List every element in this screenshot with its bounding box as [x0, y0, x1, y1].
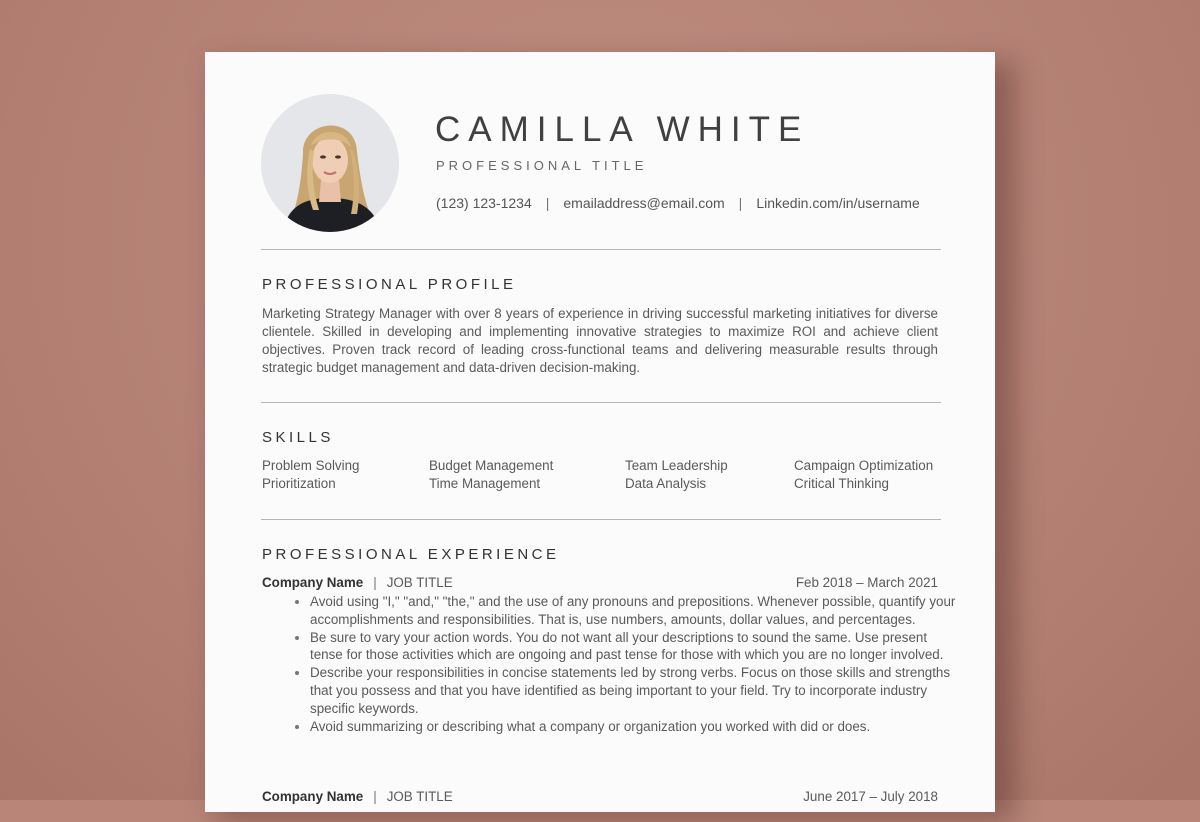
professional-title: PROFESSIONAL TITLE — [436, 158, 648, 173]
divider — [261, 249, 941, 250]
candidate-name: CAMILLA WHITE — [435, 110, 810, 149]
bullet-item: • Avoid summarizing or describing what a company or organization you worked with did or does. — [310, 718, 960, 736]
contact-separator: | — [545, 195, 550, 211]
job-title: JOB TITLE — [386, 789, 453, 804]
job-dates: Feb 2018 – March 2021 — [795, 575, 938, 590]
skill-item: Team Leadership — [625, 458, 728, 473]
portrait-illustration — [261, 94, 399, 232]
skill-item: Prioritization — [262, 476, 336, 491]
skills-heading: SKILLS — [262, 429, 334, 446]
job-header — [262, 789, 938, 804]
skill-item: Budget Management — [429, 458, 554, 473]
contact-line — [436, 195, 920, 211]
skill-item: Time Management — [429, 476, 541, 491]
job-header — [262, 575, 938, 590]
job-separator: | — [373, 789, 377, 804]
divider — [261, 519, 941, 520]
profile-photo — [261, 94, 399, 232]
job-separator: | — [373, 575, 377, 590]
skill-item: Problem Solving — [262, 458, 360, 473]
job-bullets — [287, 593, 960, 735]
resume-page — [205, 52, 995, 812]
skill-item: Campaign Optimization — [794, 458, 934, 473]
contact-separator: | — [738, 195, 743, 211]
bullet-item: • Describe your responsibilities in concise statements led by strong verbs. Focus on those skills and strengths that you possess and that you have identified as being important to your field. Try to incorporate industry specific keywords. — [310, 664, 960, 717]
profile-heading: PROFESSIONAL PROFILE — [262, 276, 517, 293]
skill-item: Critical Thinking — [794, 476, 890, 491]
divider — [261, 402, 941, 403]
linkedin-url: Linkedin.com/in/username — [756, 195, 920, 211]
skill-item: Data Analysis — [625, 476, 707, 491]
job-title: JOB TITLE — [386, 575, 453, 590]
experience-heading: PROFESSIONAL EXPERIENCE — [262, 546, 560, 563]
company-name: Company Name — [262, 575, 364, 590]
company-name: Company Name — [262, 789, 364, 804]
job-dates: June 2017 – July 2018 — [803, 789, 938, 804]
phone-number: (123) 123-1234 — [436, 195, 532, 211]
bullet-item: • Be sure to vary your action words. You do not want all your descriptions to sound the same. Use present tense for those activities which are ongoing and past tense for those with which you are no longer involved. — [310, 629, 960, 665]
bullet-item: • Avoid using "I," "and," "the," and the use of any pronouns and prepositions. Whenever possible, quantify your accomplishments and responsibilities. That is, use numbers, amounts, dollar values, and percentages. — [310, 593, 960, 629]
email-address: emailaddress@email.com — [563, 195, 725, 211]
profile-summary: Marketing Strategy Manager with over 8 years of experience in driving successful marketing initiatives for diverse clientele. Skilled in developing and implementing innovative strategies to maximize ROI and achieve client objectives. Proven track record of leading cross-functional teams and delivering measurable results through strategic budget management and data-driven decision-making. — [262, 306, 938, 375]
